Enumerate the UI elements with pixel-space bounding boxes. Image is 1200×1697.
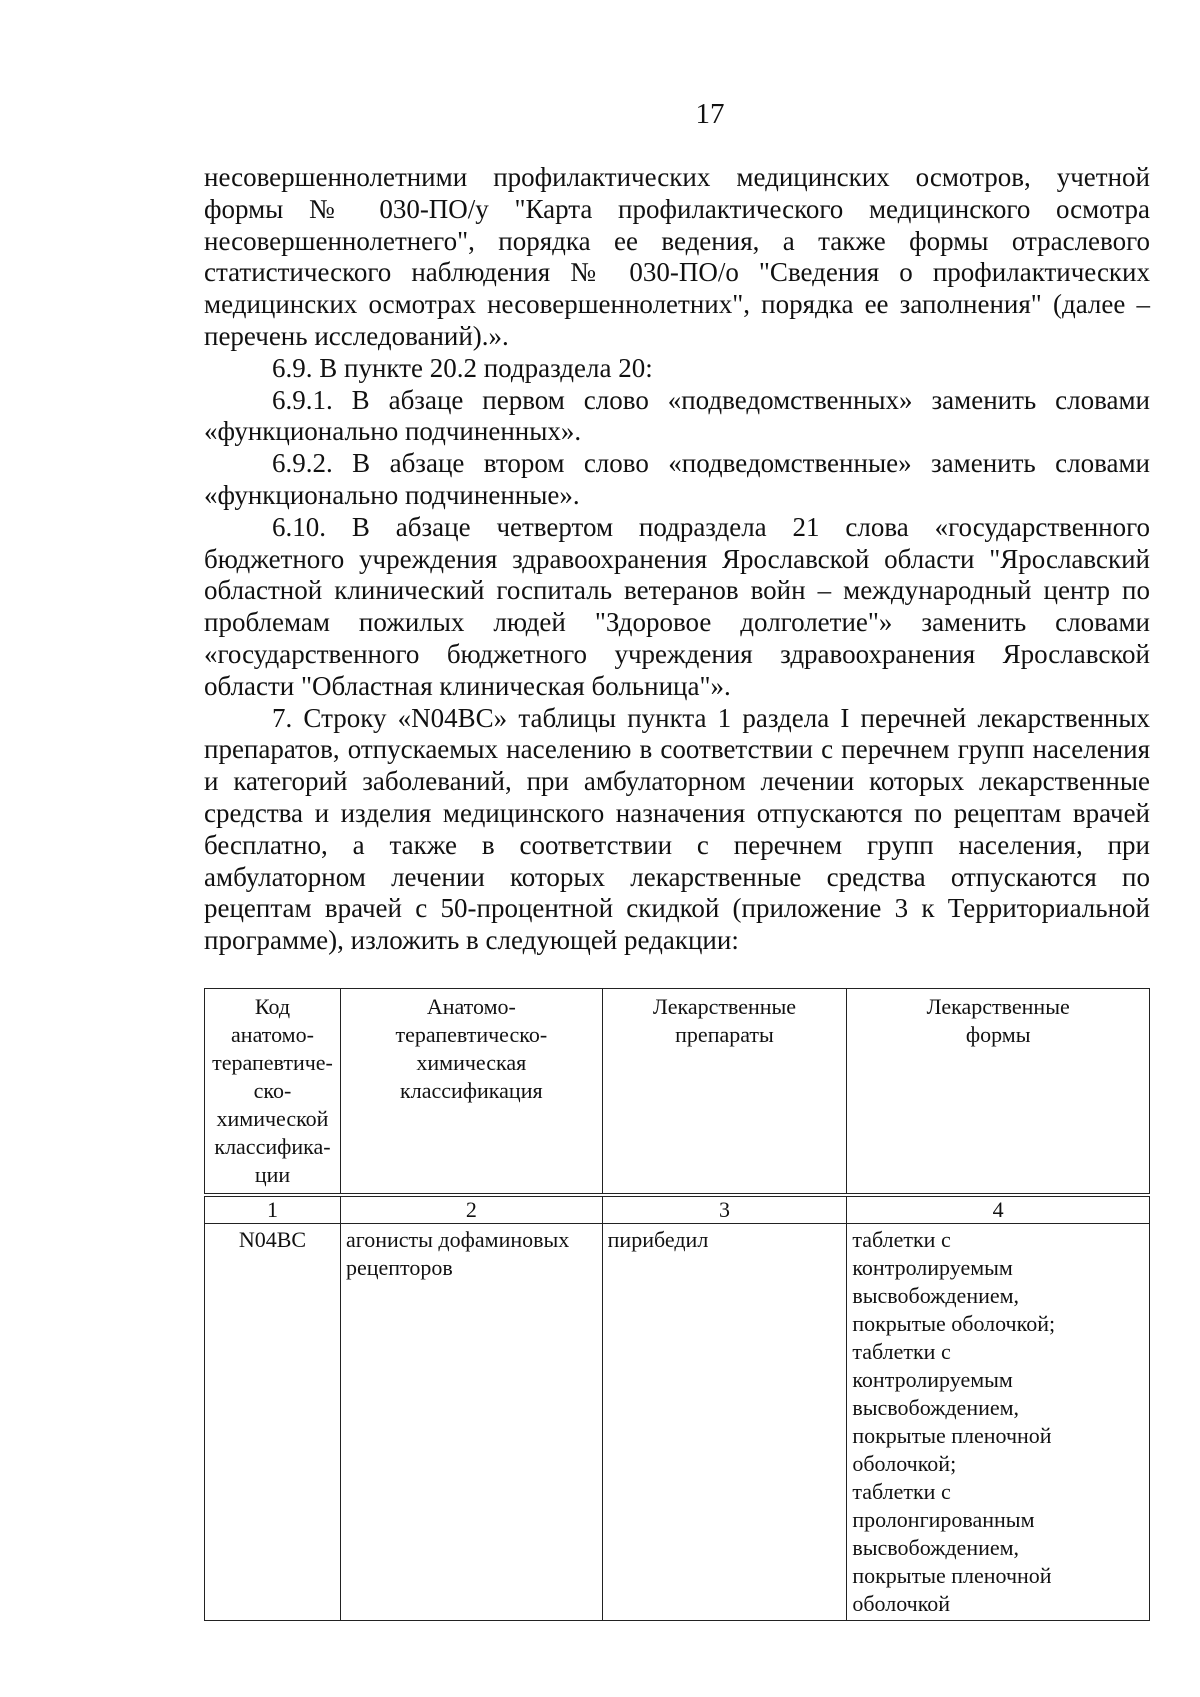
table-row <box>205 1224 1150 1621</box>
table-header-row <box>205 989 1150 1196</box>
header-code: Код анатомо- терапевтиче- ско- химической классифика- ции <box>205 989 341 1196</box>
column-number: 3 <box>602 1195 847 1224</box>
paragraph: 7. Строку «N04BC» таблицы пункта 1 раздела I перечней лекарственных препаратов, отпускаемых населению в соответствии с перечнем групп населения и категорий заболеваний, при амбулаторном лечении которых лекарственные средства и изделия медицинского назначения отпускаются по рецептам врачей бесплатно, а также в соответствии с перечнем групп населения, при амбулаторном лечении которых лекарственные средства отпускаются по рецептам врачей с 50-процентной скидкой (приложение 3 к Территориальной программе), изложить в следующей редакции: <box>204 702 1150 956</box>
header-drugs: Лекарственные препараты <box>602 989 847 1196</box>
column-number-row <box>205 1195 1150 1224</box>
column-number: 4 <box>847 1195 1150 1224</box>
column-number: 2 <box>340 1195 602 1224</box>
cell-classification: агонисты дофаминовых рецепторов <box>340 1224 602 1621</box>
cell-forms: таблетки с контролируемым высвобождением, покрытые оболочкой; таблетки с контролируемым высвобождением, покрытые пленочной оболочкой; таблетки с пролонгированным высвобождением, покрытые пленочной оболочкой <box>847 1224 1150 1621</box>
page-number: 17 <box>695 98 725 130</box>
paragraph: 6.9. В пункте 20.2 подраздела 20: <box>272 352 653 383</box>
paragraph: 6.9.2. В абзаце втором слово «подведомственные» заменить словами «функционально подчиненные». <box>204 448 1150 510</box>
document-body <box>204 162 1150 957</box>
paragraph: несовершеннолетними профилактических медицинских осмотров, учетной формы № 030-ПО/у "Карта профилактического медицинского осмотра несовершеннолетнего", порядка ее ведения, а также формы отраслевого статистического наблюдения № 030-ПО/о "Сведения о профилактических медицинских осмотрах несовершеннолетних", порядка ее заполнения" (далее – перечень исследований).». <box>204 162 1150 351</box>
cell-drug: пирибедил <box>602 1224 847 1621</box>
header-forms: Лекарственные формы <box>847 989 1150 1196</box>
column-number: 1 <box>205 1195 341 1224</box>
header-classification: Анатомо- терапевтическо- химическая классификация <box>340 989 602 1196</box>
paragraph: 6.9.1. В абзаце первом слово «подведомственных» заменить словами «функционально подчиненных». <box>204 384 1150 447</box>
cell-code: N04BC <box>205 1224 341 1621</box>
drug-table <box>204 988 1150 1621</box>
paragraph: 6.10. В абзаце четвертом подраздела 21 слова «государственного бюджетного учреждения здравоохранения Ярославской области "Ярославский областной клинический госпиталь ветеранов войн – международный центр по проблемам пожилых людей "Здоровое долголетие"» заменить словами «государственного бюджетного учреждения здравоохранения Ярославской области "Областная клиническая больница"». <box>204 511 1150 701</box>
